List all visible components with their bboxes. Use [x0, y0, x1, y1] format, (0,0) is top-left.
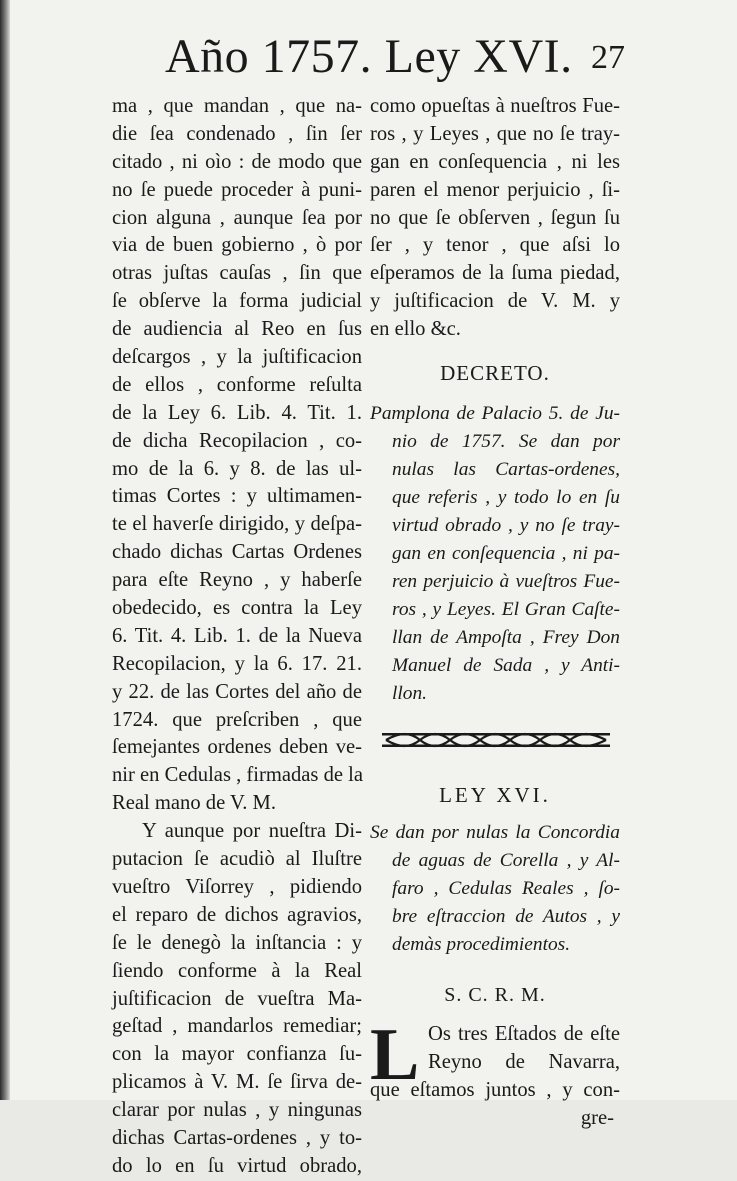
text-line: nulas las Cartas-ordenes, — [392, 459, 620, 481]
text-line: que referis , y todo lo en ſu — [392, 487, 620, 509]
text-line: vueſtro Viſorrey , pidiendo — [112, 875, 362, 898]
catchword: gre- — [580, 1106, 614, 1129]
text-line: via de buen gobierno , ò por — [112, 234, 362, 257]
text-line: de aguas de Corella , y Al- — [392, 849, 620, 871]
text-line: con la mayor confianza ſu- — [112, 1043, 362, 1066]
text-line: ros , y Leyes. El Gran Caſte- — [392, 599, 620, 621]
text-line: y juſtificacion de V. M. y — [370, 290, 620, 313]
text-line: 1724. que preſcriben , que — [112, 708, 362, 731]
text-line: llan de Ampoſta , Frey Don — [392, 627, 620, 649]
text-line: no que ſe obſerven , ſegun ſu — [370, 206, 620, 229]
text-line: bre eſtraccion de Autos , y — [392, 905, 620, 927]
decree-text — [370, 400, 620, 708]
text-line: faro , Cedulas Reales , ſo- — [392, 877, 620, 899]
text-line: Os tres Eſtados de eſte — [428, 1022, 620, 1045]
text-line: como opueſtas à nueſtros Fue- — [370, 95, 620, 117]
paragraph-start-line: Y aunque por nueſtra Di- — [142, 820, 362, 843]
text-line: otras juſtas cauſas , ſin que — [112, 262, 362, 285]
text-line: y 22. de las Cortes del año de — [112, 680, 362, 703]
text-line: Reyno de Navarra, — [428, 1050, 620, 1073]
running-header — [165, 28, 635, 86]
salutation: S. C. R. M. — [444, 983, 546, 1006]
text-line: chado dichas Cartas Ordenes — [112, 541, 362, 564]
text-line: gan en conſequencia , ni pa- — [392, 543, 620, 565]
text-line: ſemejantes ordenes deben ve- — [112, 736, 362, 759]
text-line: de audiencia al Reo en ſus — [112, 318, 362, 341]
text-line: dichas Cartas-ordenes , y to- — [112, 1126, 362, 1149]
text-line: citado , ni oìo : de modo que — [112, 150, 362, 173]
text-line: juſtificacion de vueſtra Ma- — [112, 987, 362, 1010]
text-line: do lo en ſu virtud obrado, — [112, 1154, 362, 1177]
text-line: ſer , y tenor , que aſsi lo — [370, 234, 620, 257]
text-line: mo de la 6. y 8. de las ul- — [112, 457, 362, 480]
text-line: 6. Tit. 4. Lib. 1. de la Nueva — [112, 624, 362, 647]
text-line: ſiendo conforme à la Real — [112, 959, 362, 982]
text-line: de ellos , conforme reſulta — [112, 373, 362, 396]
text-line: geſtad , mandarlos remediar; — [112, 1015, 362, 1038]
text-line: die ſea condenado , ſin ſer — [112, 122, 362, 145]
text-line: eſperamos de la ſuma piedad, — [370, 262, 620, 285]
text-line: te el haverſe dirigido, y deſpa- — [112, 513, 362, 536]
text-line: ſe le denegò la inſtancia : y — [112, 931, 362, 954]
law-body — [370, 1013, 620, 1133]
drop-cap: L — [370, 1013, 420, 1096]
law-heading: LEY XVI. — [439, 782, 551, 807]
text-line: plicamos à V. M. ſe ſirva de- — [112, 1071, 362, 1094]
text-line: clarar por nulas , y ningunas — [112, 1099, 362, 1122]
text-line: nir en Cedulas , firmadas de la — [112, 764, 364, 787]
text-line: no ſe puede proceder à puni- — [112, 178, 362, 201]
text-line: virtud obrado , y no ſe tray- — [392, 515, 620, 537]
text-line: ſe obſerve la forma judicial — [112, 290, 362, 313]
text-line: demàs procedimientos. — [392, 933, 571, 955]
text-line: putacion ſe acudiò al Iluſtre — [112, 848, 362, 871]
page-title: Año 1757. Ley XVI. — [165, 30, 573, 83]
text-line: Pamplona de Palacio 5. de Ju- — [370, 403, 620, 425]
text-line: timas Cortes : y ultimamen- — [112, 485, 362, 508]
ornamental-divider — [382, 730, 610, 750]
text-line: deſcargos , y la juſtificacion — [112, 346, 362, 369]
text-line: de la Ley 6. Lib. 4. Tit. 1. — [112, 401, 362, 424]
text-line: Recopilacion, y la 6. 17. 21. — [112, 652, 362, 675]
text-line: Real mano de V. M. — [112, 792, 276, 815]
text-line: de dicha Recopilacion , co- — [112, 429, 362, 452]
text-line: Manuel de Sada , y Anti- — [392, 655, 620, 677]
page-edge-shadow — [0, 0, 10, 1100]
law-summary — [370, 819, 620, 959]
text-line: el reparo de dichos agravios, — [112, 903, 362, 926]
text-line: ma , que mandan , que na- — [112, 95, 362, 117]
page-number: 27 — [591, 39, 625, 76]
text-line: en ello &c. — [370, 318, 461, 341]
text-line: para eſte Reyno , y haberſe — [112, 569, 362, 592]
text-line: ren perjuicio à vueſtros Fue- — [392, 571, 620, 593]
decree-heading: DECRETO. — [440, 361, 550, 386]
text-line: obedecido, es contra la Ley — [112, 597, 362, 620]
text-line: llon. — [392, 683, 428, 705]
text-line: cion alguna , aunque ſea por — [112, 206, 362, 229]
text-line: paren el menor perjuicio , ſi- — [370, 178, 620, 201]
text-line: Se dan por nulas la Concordia — [370, 821, 620, 843]
text-line: que eſtamos juntos , y con- — [370, 1078, 620, 1101]
left-column — [112, 93, 362, 1181]
right-column — [370, 93, 620, 1132]
text-line: gan en conſequencia , ni les — [370, 150, 620, 173]
text-line: ros , y Leyes , que no ſe tray- — [370, 122, 620, 145]
text-line: nio de 1757. Se dan por — [392, 431, 620, 453]
